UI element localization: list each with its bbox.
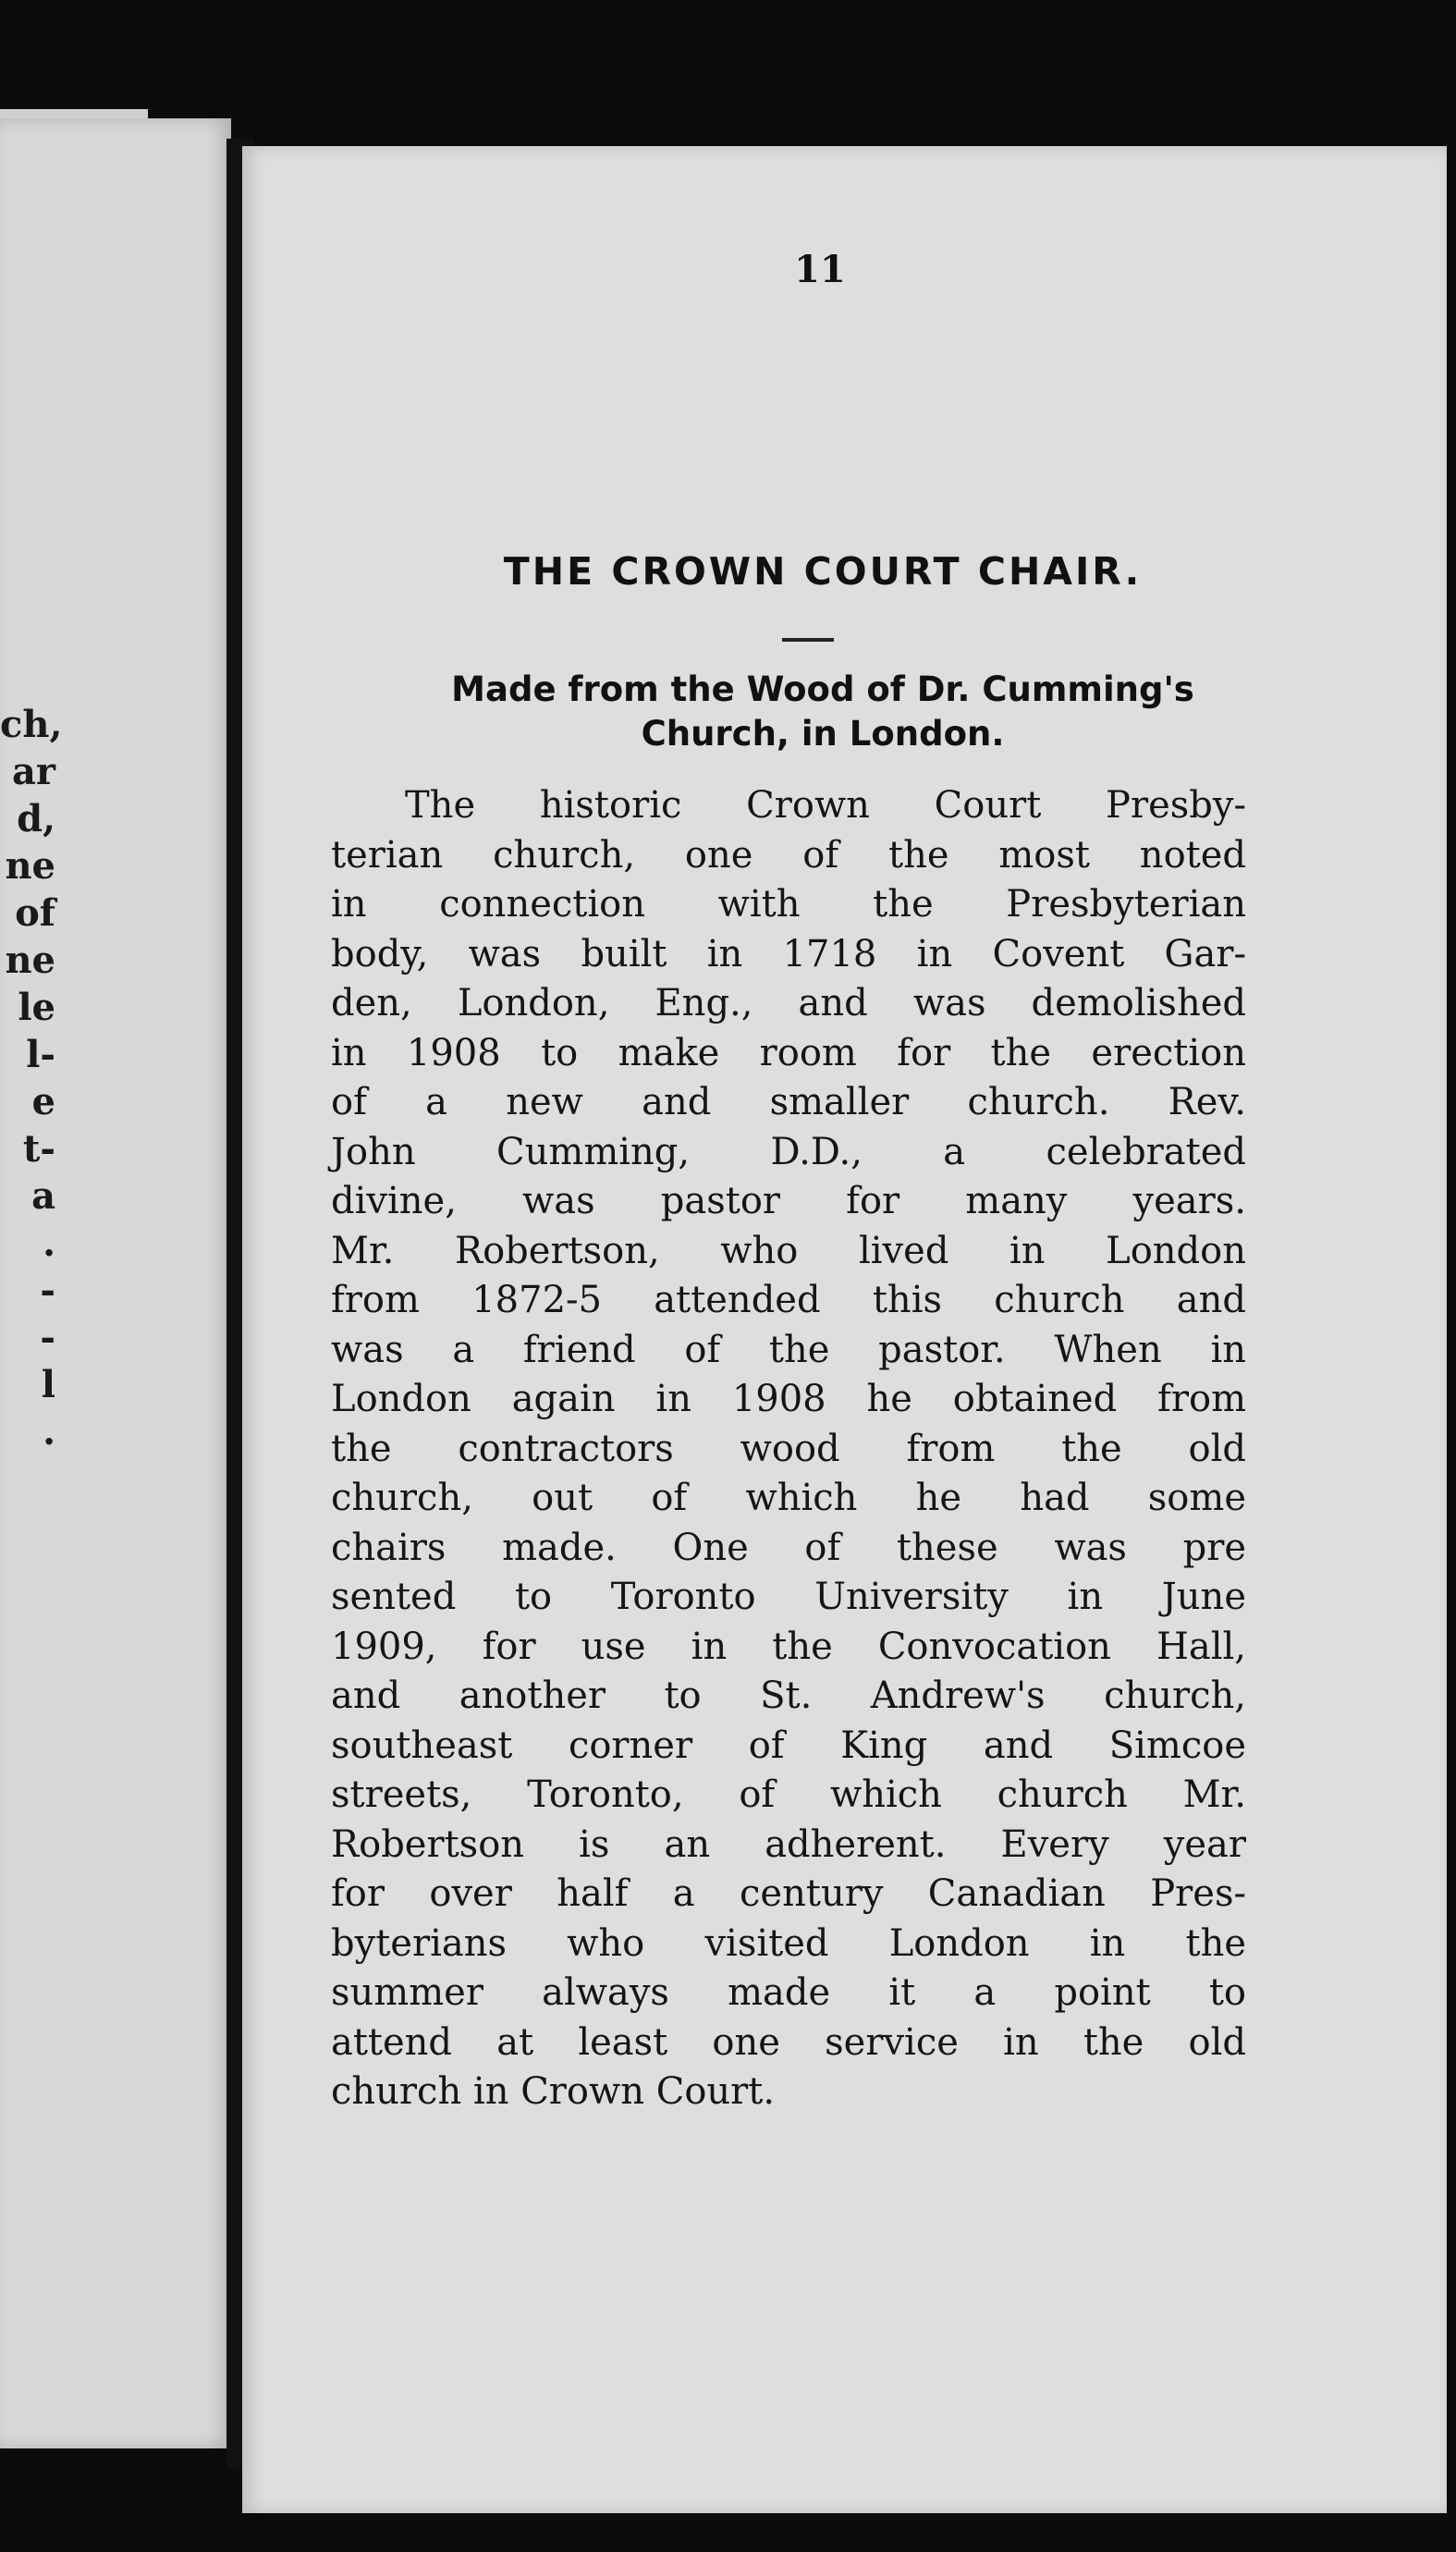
fragment: - [40, 1316, 55, 1359]
body-line: church in Crown Court. [331, 2070, 776, 2113]
body-line: for over half a century Canadian Pres- [331, 1872, 1246, 1915]
body-line: and another to St. Andrew's church, [331, 1675, 1246, 1717]
fragment: ne [5, 844, 55, 888]
fragment: . [43, 1410, 55, 1454]
body-line: in 1908 to make room for the erection [331, 1031, 1246, 1074]
fragment: t- [22, 1127, 55, 1171]
fragment: of [15, 891, 55, 935]
body-line: den, London, Eng., and was demolished [331, 982, 1246, 1024]
body-line: of a new and smaller church. Rev. [331, 1081, 1246, 1123]
subtitle-line: Church, in London. [641, 714, 1005, 754]
fragment: ch, [0, 703, 63, 746]
body-line: streets, Toronto, of which church Mr. [331, 1773, 1246, 1816]
body-line: The historic Crown Court Presby- [405, 784, 1246, 827]
fragment: ar [12, 750, 55, 793]
page-subtitle [356, 668, 1290, 756]
fragment: . [43, 1221, 55, 1265]
fragment: d, [17, 797, 55, 840]
page-number: 11 [794, 248, 846, 291]
body-line: the contractors wood from the old [331, 1427, 1246, 1470]
previous-page [0, 118, 231, 2448]
body-line: 1909, for use in the Convocation Hall, [331, 1625, 1246, 1668]
body-line: terian church, one of the most noted [331, 833, 1246, 877]
body-line: byterians who visited London in the [331, 1921, 1246, 1965]
subtitle-line: Made from the Wood of Dr. Cumming's [451, 669, 1194, 709]
fragment: - [40, 1269, 55, 1312]
body-line: from 1872-5 attended this church and [331, 1279, 1246, 1321]
body-line: church, out of which he had some [331, 1477, 1246, 1519]
body-line: divine, was pastor for many years. [331, 1180, 1246, 1222]
fragment: le [18, 986, 55, 1029]
body-line: summer always made it a point to [331, 1971, 1246, 2014]
body-line: attend at least one service in the old [331, 2020, 1246, 2064]
body-line: Robertson is an adherent. Every year [331, 1822, 1246, 1866]
body-line: southeast corner of King and Simcoe [331, 1724, 1246, 1767]
body-line: in connection with the Presbyterian [331, 883, 1246, 926]
body-line: body, was built in 1718 in Covent Gar- [331, 932, 1246, 975]
fragment: ne [5, 939, 55, 982]
body-line: chairs made. One of these was pre [331, 1526, 1246, 1569]
fragment: e [31, 1080, 55, 1123]
body-line: was a friend of the pastor. When in [331, 1328, 1246, 1371]
article-body [331, 781, 1246, 2117]
body-line: John Cumming, D.D., a celebrated [331, 1130, 1246, 1173]
fragment: l [41, 1363, 55, 1406]
fragment: a [31, 1174, 55, 1218]
fragment: l- [26, 1033, 55, 1076]
body-line: Mr. Robertson, who lived in London [331, 1229, 1246, 1272]
page-title: THE CROWN COURT CHAIR. [503, 549, 1143, 594]
title-divider [782, 638, 834, 642]
body-line: sented to Toronto University in June [331, 1576, 1246, 1618]
previous-page-text-fragments [0, 701, 63, 1455]
body-line: London again in 1908 he obtained from [331, 1378, 1246, 1420]
